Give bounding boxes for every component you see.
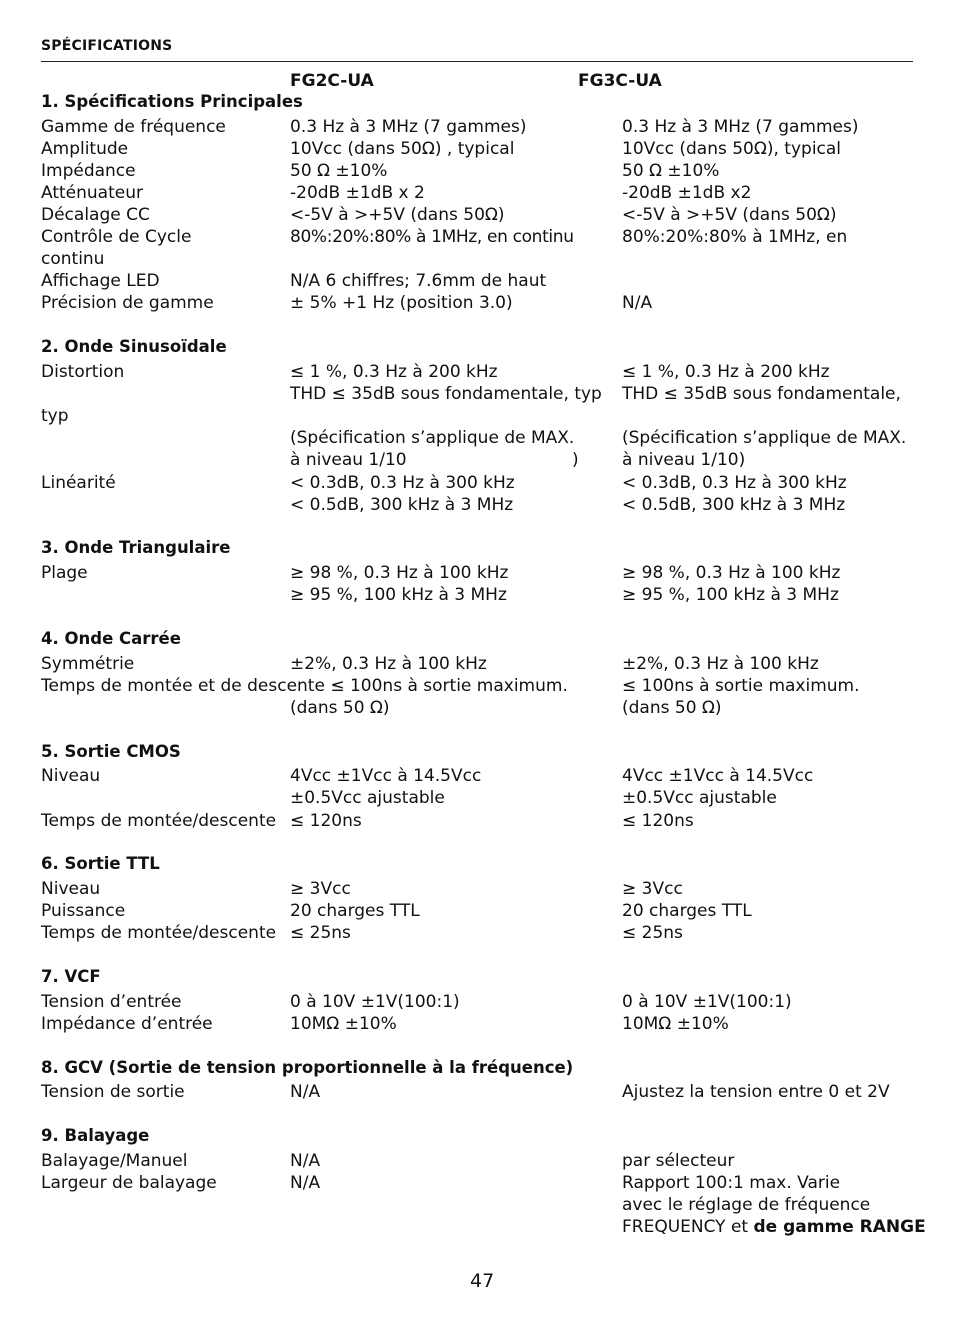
spec-value-range2-fg2c: ≥ 95 %, 100 kHz à 3 MHz xyxy=(290,585,507,605)
spec-value-impedance-fg3c: 50 Ω ±10% xyxy=(622,161,720,181)
header-rule xyxy=(41,61,913,62)
spec-value-range-fg3c: ≥ 98 %, 0.3 Hz à 100 kHz xyxy=(622,563,841,583)
spec-note-level-paren-fg2c: ) xyxy=(572,450,579,470)
spec-note-level-fg2c: à niveau 1/10 xyxy=(290,450,407,470)
section-title-cmos: 5. Sortie CMOS xyxy=(41,742,181,761)
spec-value-cmos-level-fg3c: 4Vcc ±1Vcc à 14.5Vcc xyxy=(622,766,814,786)
section-title-gcv: 8. GCV (Sortie de tension proportionnelle à la fréquence) xyxy=(41,1058,574,1077)
spec-note-level-fg3c: à niveau 1/10) xyxy=(622,450,746,470)
spec-value-ttl-level-fg3c: ≥ 3Vcc xyxy=(622,879,683,899)
spec-note-load-fg2c: (dans 50 Ω) xyxy=(290,698,390,718)
spec-value-sweep-width3-fg3c xyxy=(622,1216,926,1238)
spec-note-applies-fg2c: (Spécification s’applique de MAX. xyxy=(290,428,575,448)
spec-note-load-fg3c: (dans 50 Ω) xyxy=(622,698,722,718)
spec-value-duty-cycle-fg2c: 80%:20%:80% à 1MHz, en continu xyxy=(290,227,574,247)
spec-value-output-voltage-fg3c: Ajustez la tension entre 0 et 2V xyxy=(622,1082,890,1102)
spec-value-input-impedance-fg2c: 10MΩ ±10% xyxy=(290,1014,397,1034)
spec-label-frequency: Gamme de fréquence xyxy=(41,117,226,137)
spec-value-cmos-rise-fg3c: ≤ 120ns xyxy=(622,811,694,831)
model-header-fg2c: FG2C-UA xyxy=(290,71,374,91)
spec-label-led-display: Affichage LED xyxy=(41,271,160,291)
spec-value-symmetry-fg2c: ±2%, 0.3 Hz à 100 kHz xyxy=(290,654,487,674)
spec-value-range-fg2c: ≥ 98 %, 0.3 Hz à 100 kHz xyxy=(290,563,509,583)
spec-label-cmos-level: Niveau xyxy=(41,766,101,786)
section-title-sine: 2. Onde Sinusoïdale xyxy=(41,337,227,356)
spec-value-frequency-fg2c: 0.3 Hz à 3 MHz (7 gammes) xyxy=(290,117,527,137)
section-title-triangle: 3. Onde Triangulaire xyxy=(41,538,231,557)
spec-label-rise-fall: Temps de montée et de descente ≤ 100ns à sortie maximum. xyxy=(41,676,568,696)
spec-value-input-voltage-fg2c: 0 à 10V ±1V(100:1) xyxy=(290,992,460,1012)
spec-value-sweep-width2-fg3c: avec le réglage de fréquence xyxy=(622,1195,871,1215)
spec-label-symmetry: Symmétrie xyxy=(41,654,135,674)
spec-label-linearity: Linéarité xyxy=(41,473,116,493)
section-title-sweep: 9. Balayage xyxy=(41,1126,150,1145)
spec-label-sweep-width: Largeur de balayage xyxy=(41,1173,217,1193)
sweep-width-plain-text: FREQUENCY et xyxy=(622,1217,754,1237)
spec-value-linearity2-fg3c: < 0.5dB, 300 kHz à 3 MHz xyxy=(622,495,846,515)
spec-label-input-voltage: Tension d’entrée xyxy=(41,992,182,1012)
spec-label-output-voltage: Tension de sortie xyxy=(41,1082,185,1102)
spec-label-amplitude: Amplitude xyxy=(41,139,129,159)
spec-value-distortion-fg3c: ≤ 1 %, 0.3 Hz à 200 kHz xyxy=(622,362,830,382)
spec-value-attenuator-fg3c: -20dB ±1dB x2 xyxy=(622,183,752,203)
spec-value-linearity-fg2c: < 0.3dB, 0.3 Hz à 300 kHz xyxy=(290,473,515,493)
section-title-ttl: 6. Sortie TTL xyxy=(41,854,160,873)
spec-label-distortion: Distortion xyxy=(41,362,125,382)
spec-label-ttl-fanout: Puissance xyxy=(41,901,126,921)
spec-value-ttl-fanout-fg3c: 20 charges TTL xyxy=(622,901,752,921)
spec-value-cmos-adjust-fg2c: ±0.5Vcc ajustable xyxy=(290,788,445,808)
spec-value-input-impedance-fg3c: 10MΩ ±10% xyxy=(622,1014,729,1034)
section-title-main: 1. Spécifications Principales xyxy=(41,92,303,111)
spec-value-sweep-manual-fg2c: N/A xyxy=(290,1151,321,1171)
sweep-width-bold-text: de gamme RANGE xyxy=(753,1217,926,1237)
spec-label-duty-cycle: Contrôle de Cycle xyxy=(41,227,192,247)
spec-label-input-impedance: Impédance d’entrée xyxy=(41,1014,213,1034)
spec-label-dc-offset: Décalage CC xyxy=(41,205,150,225)
spec-value-input-voltage-fg3c: 0 à 10V ±1V(100:1) xyxy=(622,992,792,1012)
spec-value-frequency-fg3c: 0.3 Hz à 3 MHz (7 gammes) xyxy=(622,117,859,137)
spec-value-symmetry-fg3c: ±2%, 0.3 Hz à 100 kHz xyxy=(622,654,819,674)
spec-value-attenuator-fg2c: -20dB ±1dB x 2 xyxy=(290,183,425,203)
spec-label-ttl-rise: Temps de montée/descente xyxy=(41,923,277,943)
spec-label-duty-cycle-continued: continu xyxy=(41,249,105,269)
spec-value-linearity-fg3c: < 0.3dB, 0.3 Hz à 300 kHz xyxy=(622,473,847,493)
spec-value-amplitude-fg2c: 10Vcc (dans 50Ω) , typical xyxy=(290,139,515,159)
spec-label-typ: typ xyxy=(41,406,69,426)
model-header-fg3c: FG3C-UA xyxy=(578,71,662,91)
spec-value-range-accuracy-fg2c: ± 5% +1 Hz (position 3.0) xyxy=(290,293,513,313)
spec-value-ttl-rise-fg2c: ≤ 25ns xyxy=(290,923,351,943)
spec-value-range2-fg3c: ≥ 95 %, 100 kHz à 3 MHz xyxy=(622,585,839,605)
spec-value-range-accuracy-fg3c: N/A xyxy=(622,293,653,313)
spec-value-sweep-width-fg3c: Rapport 100:1 max. Varie xyxy=(622,1173,841,1193)
spec-value-distortion-fg2c: ≤ 1 %, 0.3 Hz à 200 kHz xyxy=(290,362,498,382)
spec-value-cmos-adjust-fg3c: ±0.5Vcc ajustable xyxy=(622,788,777,808)
spec-value-ttl-level-fg2c: ≥ 3Vcc xyxy=(290,879,351,899)
spec-value-linearity2-fg2c: < 0.5dB, 300 kHz à 3 MHz xyxy=(290,495,514,515)
spec-value-output-voltage-fg2c: N/A xyxy=(290,1082,321,1102)
spec-value-led-display-fg2c: N/A 6 chiffres; 7.6mm de haut xyxy=(290,271,547,291)
spec-value-cmos-level-fg2c: 4Vcc ±1Vcc à 14.5Vcc xyxy=(290,766,482,786)
section-title-vcf: 7. VCF xyxy=(41,967,101,986)
spec-label-attenuator: Atténuateur xyxy=(41,183,143,203)
spec-label-sweep-manual: Balayage/Manuel xyxy=(41,1151,188,1171)
spec-value-amplitude-fg3c: 10Vcc (dans 50Ω), typical xyxy=(622,139,842,159)
spec-label-range-accuracy: Précision de gamme xyxy=(41,293,214,313)
spec-label-impedance: Impédance xyxy=(41,161,136,181)
spec-value-thd-fg3c: THD ≤ 35dB sous fondamentale, xyxy=(622,384,901,404)
section-title-square: 4. Onde Carrée xyxy=(41,629,181,648)
spec-value-ttl-fanout-fg2c: 20 charges TTL xyxy=(290,901,420,921)
spec-value-ttl-rise-fg3c: ≤ 25ns xyxy=(622,923,683,943)
spec-note-applies-fg3c: (Spécification s’applique de MAX. xyxy=(622,428,907,448)
spec-label-cmos-rise: Temps de montée/descente xyxy=(41,811,277,831)
spec-value-impedance-fg2c: 50 Ω ±10% xyxy=(290,161,388,181)
spec-value-sweep-width-fg2c: N/A xyxy=(290,1173,321,1193)
spec-value-thd-fg2c: THD ≤ 35dB sous fondamentale, typ xyxy=(290,384,602,404)
spec-value-dc-offset-fg2c: <-5V à >+5V (dans 50Ω) xyxy=(290,205,505,225)
spec-value-duty-cycle-fg3c: 80%:20%:80% à 1MHz, en xyxy=(622,227,848,247)
page-header: SPÉCIFICATIONS xyxy=(41,38,173,54)
spec-label-range: Plage xyxy=(41,563,88,583)
spec-value-dc-offset-fg3c: <-5V à >+5V (dans 50Ω) xyxy=(622,205,837,225)
spec-label-ttl-level: Niveau xyxy=(41,879,101,899)
spec-value-sweep-manual-fg3c: par sélecteur xyxy=(622,1151,735,1171)
spec-value-cmos-rise-fg2c: ≤ 120ns xyxy=(290,811,362,831)
spec-value-rise-fall-fg3c: ≤ 100ns à sortie maximum. xyxy=(622,676,860,696)
page-number: 47 xyxy=(470,1270,495,1292)
